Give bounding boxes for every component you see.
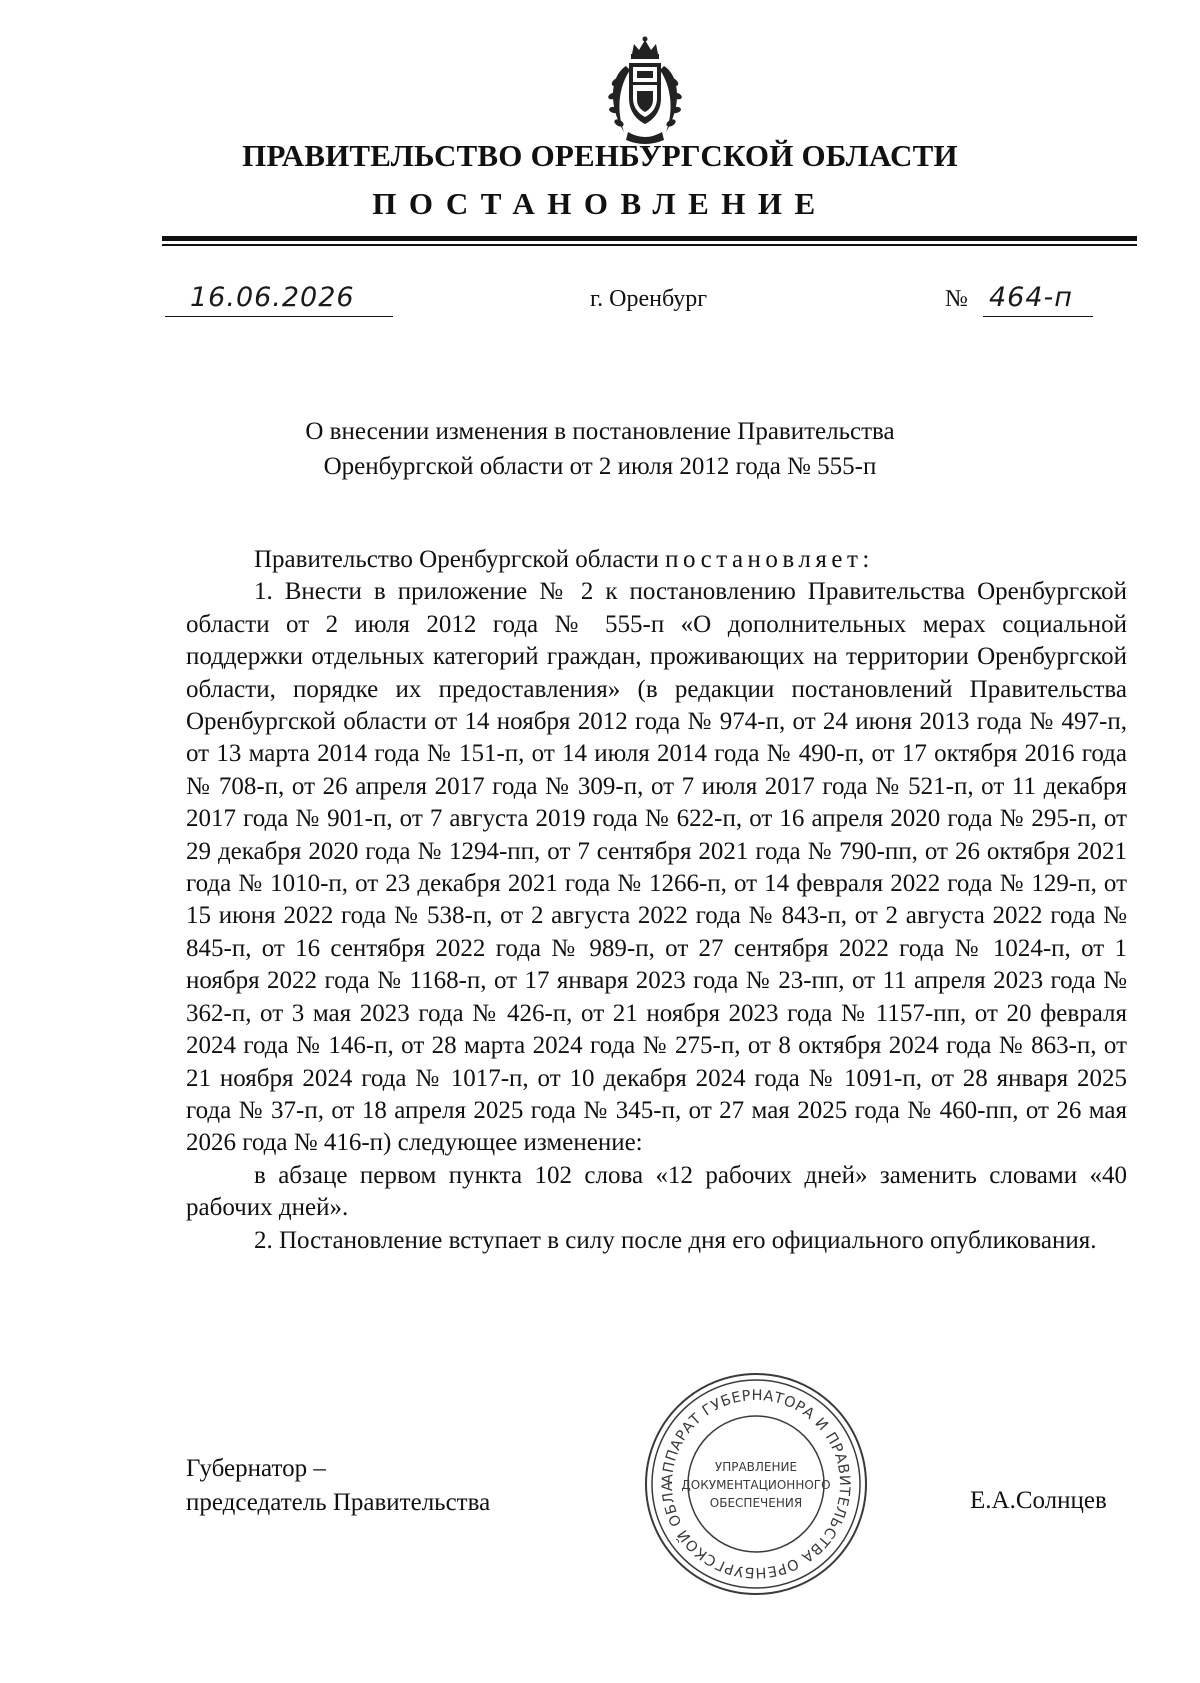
document-date: 16.06.2026 — [190, 282, 355, 313]
stamp-center-line-1: УПРАВЛЕНИЕ — [714, 1460, 798, 1474]
number-sign: № — [945, 286, 968, 312]
intro-resolves: постановляет: — [665, 546, 874, 573]
document-number: 464-п — [989, 282, 1073, 313]
intro-prefix: Правительство Оренбургской области — [254, 546, 666, 573]
subject-line-1: О внесении изменения в постановление Правительства — [305, 418, 895, 445]
position-line-2: председатель Правительства — [186, 1489, 491, 1516]
position-line-1: Губернатор – — [186, 1455, 326, 1482]
document-body — [186, 544, 1127, 1257]
paragraph-2: в абзаце первом пункта 102 слова «12 рабочих дней» заменить словами «40 рабочих дней». — [186, 1161, 1127, 1222]
official-stamp — [643, 1371, 869, 1597]
government-name: ПРАВИТЕЛЬСТВО ОРЕНБУРГСКОЙ ОБЛАСТИ — [242, 138, 958, 173]
subject-line-2: Оренбургской области от 2 июля 2012 года № 555-п — [323, 453, 877, 480]
document-subject — [0, 414, 1200, 484]
paragraph-1: 1. Внести в приложение № 2 к постановлению Правительства Оренбургской области от 2 июля 2012 года № 555-п «О дополнительных мерах социальной поддержки отдельных категорий граждан, проживающих на территории Оренбургской области, порядке их предоставления» (в редакции постановлений Правительства Оренбургской области от 14 ноября 2012 года № 974-п, от 24 июня 2013 года № 497-п, от 13 марта 2014 года № 151-п, от 14 июля 2014 года № 490-п, от 17 октября 2016 года № 708-п, от 26 апреля 2017 года № 309-п, от 7 июля 2017 года № 521-п, от 11 декабря 2017 года № 901-п, от 7 августа 2019 года № 622-п, от 16 апреля 2020 года № 295-п, от 29 декабря 2020 года № 1294-пп, от 7 сентября 2021 года № 790-пп, от 26 октября 2021 года № 1010-п, от 23 декабря 2021 года № 1266-п, от 14 февраля 2022 года № 129-п, от 15 июня 2022 года № 538-п, от 2 августа 2022 года № 843-п, от 2 августа 2022 года № 845-п, от 16 сентября 2022 года № 989-п, от 27 сентября 2022 года № 1024-п, от 1 ноября 2022 года № 1168-п, от 17 января 2023 года № 23-пп, от 11 апреля 2023 года № 362-п, от 3 мая 2023 года № 426-п, от 21 ноября 2023 года № 1157-пп, от 20 февраля 2024 года № 146-п, от 28 марта 2024 года № 275-п, от 8 октября 2024 года № 863-п, от 21 ноября 2024 года № 1017-п, от 10 декабря 2024 года № 1091-п, от 28 января 2025 года № 37-п, от 18 апреля 2025 года № 345-п, от 27 мая 2025 года № 460-пп, от 26 мая 2026 года № 416-п) следующее изменение: — [186, 578, 1127, 1157]
city: г. Оренбург — [590, 286, 708, 312]
signatory-name: Е.А.Солнцев — [970, 1487, 1107, 1514]
date-field — [165, 282, 393, 317]
stamp-center-line-2: ДОКУМЕНТАЦИОННОГО — [681, 1478, 831, 1492]
paragraph-3: 2. Постановление вступает в силу после дня его официального опубликования. — [254, 1226, 1097, 1254]
intro-paragraph — [186, 544, 1127, 576]
stamp-ring-text: АППАРАТ ГУБЕРНАТОРА И ПРАВИТЕЛЬСТВА ОРЕНБУРГСКОЙ ОБЛА — [659, 1387, 853, 1581]
signatory-position — [186, 1452, 490, 1520]
stamp-center-line-3: ОБЕСПЕЧЕНИЯ — [709, 1496, 803, 1510]
coat-of-arms-icon — [604, 36, 686, 146]
number-field — [983, 282, 1093, 317]
header-divider-thick — [162, 236, 1137, 241]
document-type: ПОСТАНОВЛЕНИЕ — [372, 186, 828, 221]
header-divider-thin — [162, 244, 1137, 246]
